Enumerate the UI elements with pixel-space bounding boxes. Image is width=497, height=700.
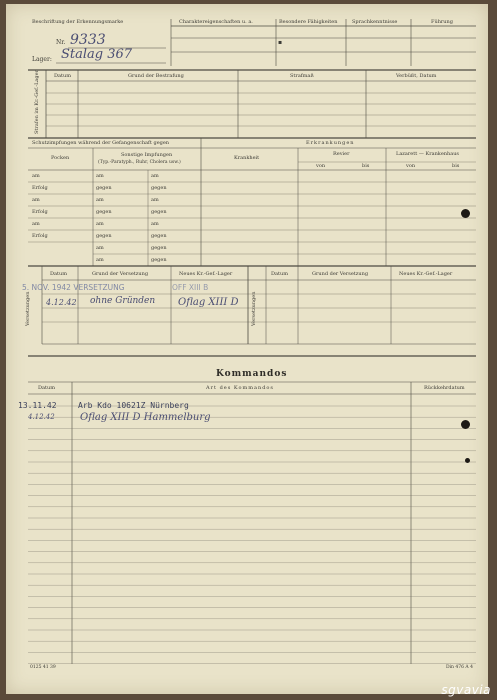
header-erkennungsmarke-label: Beschriftung der Erkennungsmarke bbox=[32, 19, 124, 25]
header-sprachkenntnisse: Sprachkenntnisse bbox=[352, 19, 398, 25]
vers-datum-header-left: Datum bbox=[50, 271, 67, 277]
strafen-strafmass-header: Strafmaß bbox=[290, 73, 314, 79]
vers-lager-header-left: Neues Kr.-Gef.-Lager bbox=[179, 271, 233, 277]
versetzung-lager: Oflag XIII D bbox=[178, 297, 239, 308]
lazarett-von: von bbox=[406, 163, 416, 169]
impf-col3-label: gegen bbox=[151, 209, 167, 215]
impfungen-pocken: Pocken bbox=[51, 155, 70, 161]
kommandos-lines bbox=[28, 406, 476, 664]
lazarett-bis: bis bbox=[452, 163, 460, 169]
versetzung-lager-stamp: OFF XIII B bbox=[172, 283, 209, 292]
impf-col2-label: am bbox=[96, 257, 104, 263]
kdo-entry1-text: Arb Kdo 10621Z Nürnberg bbox=[78, 401, 189, 410]
impf-col2-label: am bbox=[96, 245, 104, 251]
pow-record-card bbox=[6, 4, 488, 694]
impf-col3-label: gegen bbox=[151, 185, 167, 191]
kdo-entry2-text: Oflag XIII D Hammelburg bbox=[80, 412, 211, 423]
footer-right: Din 476 A 4 bbox=[446, 665, 473, 670]
kdo-datum-header: Datum bbox=[38, 385, 55, 391]
vers-grund-header-left: Grund der Versetzung bbox=[92, 271, 149, 277]
header-fuehrung: Führung bbox=[431, 19, 453, 25]
header-charakter: Charaktereigenschaften u. a. bbox=[179, 19, 253, 25]
versetzung-date: 4.12.42 bbox=[46, 298, 77, 307]
punch-hole bbox=[461, 209, 470, 218]
erkrankungen-title: Erkrankungen bbox=[306, 140, 355, 146]
impf-col2-label: am bbox=[96, 173, 104, 179]
strafen-datum-header: Datum bbox=[54, 73, 71, 79]
erkrankungen-krankheit: Krankheit bbox=[234, 155, 260, 161]
kdo-art-header: Art des Kommandos bbox=[206, 385, 274, 391]
impfungen-title: Schutzimpfungen während der Gefangenschaft gegen bbox=[32, 140, 170, 146]
impf-row-label: Erfolg bbox=[32, 233, 48, 239]
nr-label: Nr. bbox=[56, 39, 66, 46]
impf-row-label: am bbox=[32, 197, 40, 203]
strafen-grund-header: Grund der Bestrafung bbox=[128, 73, 184, 79]
impf-col3-label: gegen bbox=[151, 233, 167, 239]
kdo-entry2-date: 4.12.42 bbox=[28, 413, 55, 421]
versetzung-date-stamp: 5. NOV. 1942 VERSETZUNG bbox=[22, 283, 125, 292]
kommandos-title: Kommandos bbox=[216, 369, 288, 379]
impf-col3-label: gegen bbox=[151, 245, 167, 251]
impf-row-label: am bbox=[32, 221, 40, 227]
header-faehigkeiten: Besondere Fähigkeiten bbox=[279, 19, 338, 25]
footer-left: 0125 41 39 bbox=[30, 665, 56, 670]
lager-label: Lager: bbox=[32, 56, 52, 63]
erkrankungen-lazarett: Lazarett — Krankenhaus bbox=[396, 151, 459, 157]
vers-grund-header-right: Grund der Versetzung bbox=[312, 271, 369, 277]
nr-value: 9333 bbox=[70, 32, 106, 48]
vers-lager-header-right: Neues Kr.-Gef.-Lager bbox=[399, 271, 453, 277]
impf-col2-label: gegen bbox=[96, 209, 112, 215]
impf-col3-label: gegen bbox=[151, 257, 167, 263]
impf-col3-label: am bbox=[151, 197, 159, 203]
impf-col3-label: am bbox=[151, 173, 159, 179]
strafen-verbuesst-header: Verbüßt, Datum bbox=[396, 73, 437, 79]
impfungen-sonstige-sub: (Typ.-Paratyph., Ruhr, Cholera usw.) bbox=[98, 160, 181, 165]
impf-row-label: Erfolg bbox=[32, 185, 48, 191]
punch-hole bbox=[461, 420, 470, 429]
versetzungen-side-label-left: Versetzungen bbox=[25, 291, 31, 326]
impf-col2-label: am bbox=[96, 221, 104, 227]
strafen-side-label: Strafen im Kr.-Gef.-Lager bbox=[34, 70, 40, 134]
impf-col2-label: gegen bbox=[96, 233, 112, 239]
kdo-rueckkehr-header: Rückkehrdatum bbox=[424, 385, 465, 391]
watermark: sgvavia bbox=[441, 683, 491, 697]
versetzungen-side-label-right: Versetzungen bbox=[251, 291, 257, 326]
impf-row-label: Erfolg bbox=[32, 209, 48, 215]
impf-col2-label: gegen bbox=[96, 185, 112, 191]
erkrankungen-revier: Revier bbox=[333, 151, 350, 157]
vers-datum-header-right: Datum bbox=[271, 271, 288, 277]
kdo-entry1-date: 13.11.42 bbox=[18, 401, 57, 410]
impf-col2-label: am bbox=[96, 197, 104, 203]
punch-hole-small bbox=[465, 458, 470, 463]
versetzung-grund: ohne Gründen bbox=[90, 296, 156, 306]
impf-row-label: am bbox=[32, 173, 40, 179]
revier-bis: bis bbox=[362, 163, 370, 169]
lager-value: Stalag 367 bbox=[61, 47, 133, 62]
header-mark: ▪ bbox=[278, 39, 283, 46]
form-ruling bbox=[6, 4, 488, 694]
impfungen-sonstige: Sonstige Impfungen bbox=[121, 152, 173, 158]
revier-von: von bbox=[316, 163, 326, 169]
impf-col3-label: am bbox=[151, 221, 159, 227]
